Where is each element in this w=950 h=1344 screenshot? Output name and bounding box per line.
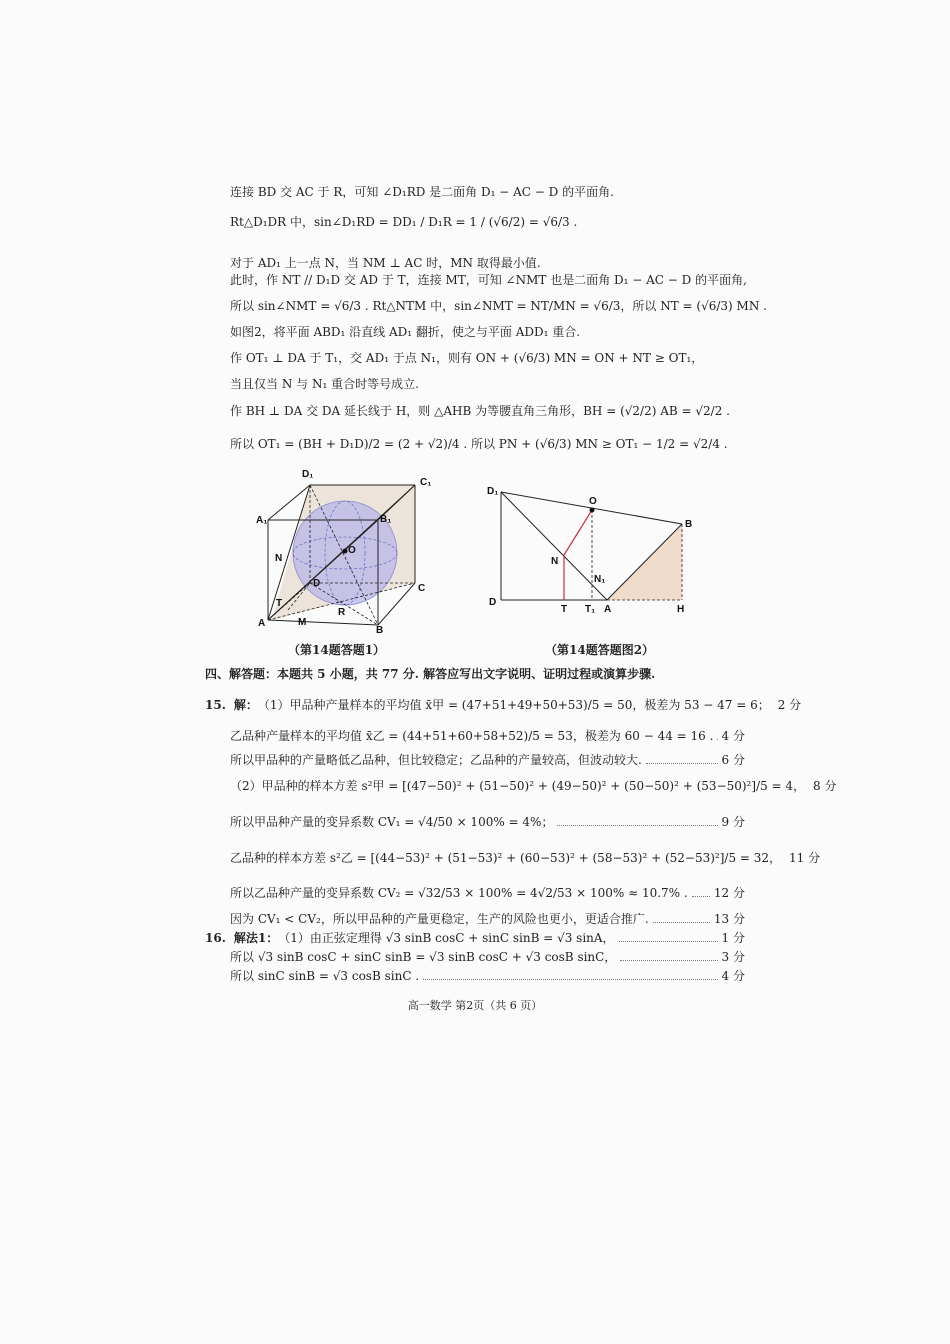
page-footer: 高一数学 第2页（共 6 页） <box>407 999 543 1012</box>
q16-number: 16. <box>205 931 226 945</box>
dot-leader <box>619 941 718 942</box>
q15-row-2-score: 4 分 <box>721 729 745 743</box>
fig2-label-t: T <box>561 604 568 615</box>
q15-row-1 <box>205 697 802 713</box>
fig1-label-o: O <box>348 545 356 556</box>
solution-line-9: 作 BH ⊥ DA 交 DA 延长线于 H，则 △AHB 为等腰直角三角形，BH = (√2/2) AB = √2/2 . <box>230 404 730 418</box>
section-heading: 四、解答题：本题共 5 小题，共 77 分. 解答应写出文字说明、证明过程或演算步骤. <box>205 667 656 681</box>
q15-row-7-score: 12 分 <box>713 886 745 900</box>
q15-heading: 解： <box>233 698 258 712</box>
solution-line-2: Rt△D₁DR 中，sin∠D₁RD = DD₁ / D₁R = 1 / (√6/2) = √6/3 . <box>230 215 578 229</box>
dot-leader <box>646 763 718 764</box>
q15-row-3-text: 所以甲品种的产量略低乙品种，但比较稳定；乙品种的产量较高，但波动较大. <box>230 753 642 767</box>
q15-row-6-score: 11 分 <box>789 851 821 865</box>
q15-row-2 <box>205 728 745 744</box>
fig1-label-a1: A₁ <box>256 515 268 526</box>
fig1-label-b: B <box>376 625 384 635</box>
q16-heading: 解法1： <box>233 931 279 945</box>
q15-row-3 <box>205 752 745 768</box>
fig2-label-d: D <box>489 597 497 608</box>
q15-row-7-text: 所以乙品种产量的变异系数 CV₂ = √32/53 × 100% = 4√2/53 × 100% ≈ 10.7% . <box>230 886 688 900</box>
figure-1-cube <box>250 465 450 635</box>
fig1-label-d1: D₁ <box>302 469 314 480</box>
q15-row-5-text: 所以甲品种产量的变异系数 CV₁ = √4/50 × 100% = 4%； <box>230 815 554 829</box>
q15-row-7 <box>205 885 745 901</box>
fig2-label-d1: D₁ <box>487 486 499 497</box>
solution-line-1: 连接 BD 交 AC 于 R，可知 ∠D₁RD 是二面角 D₁ − AC − D 的平面角. <box>230 185 614 199</box>
q16-row-1-score: 1 分 <box>721 931 745 945</box>
solution-line-6: 如图2，将平面 ABD₁ 沿直线 AD₁ 翻折，使之与平面 ADD₁ 重合. <box>230 325 581 339</box>
q16-row-2 <box>205 949 745 965</box>
solution-line-10: 所以 OT₁ = (BH + D₁D)/2 = (2 + √2)/4 . 所以 PN + (√6/3) MN ≥ OT₁ − 1/2 = √2/4 . <box>230 437 728 451</box>
fig1-label-d: D <box>313 578 321 589</box>
q15-row-8-score: 13 分 <box>713 912 745 926</box>
figure-2-fold <box>485 480 700 615</box>
q16-row-3-score: 4 分 <box>721 969 745 983</box>
fig2-label-b: B <box>685 519 693 530</box>
q15-row-3-score: 6 分 <box>721 753 745 767</box>
solution-line-4: 此时，作 NT // D₁D 交 AD 于 T，连接 MT，可知 ∠NMT 也是二面角 D₁ − AC − D 的平面角, <box>230 273 747 287</box>
fig1-label-c: C <box>418 583 426 594</box>
figure-1-caption: （第14题答题1） <box>288 643 386 657</box>
dot-leader <box>557 825 717 826</box>
fig1-label-a: A <box>258 618 266 629</box>
fig2-label-o: O <box>589 496 597 507</box>
dot-leader <box>423 979 717 980</box>
q16-row-2-score: 3 分 <box>721 950 745 964</box>
solution-line-7: 作 OT₁ ⊥ DA 于 T₁，交 AD₁ 于点 N₁，则有 ON + (√6/3) MN = ON + NT ≥ OT₁， <box>230 351 704 365</box>
q16-row-3 <box>205 968 745 984</box>
fig2-label-t1: T₁ <box>585 604 596 615</box>
solution-line-5: 所以 sin∠NMT = √6/3 . Rt△NTM 中，sin∠NMT = NT/MN = √6/3，所以 NT = (√6/3) MN . <box>230 299 767 313</box>
q15-row-4-score: 8 分 <box>813 779 837 793</box>
fig2-label-n1: N₁ <box>594 574 606 585</box>
dot-leader <box>653 922 710 923</box>
q15-row-5-score: 9 分 <box>721 815 745 829</box>
q15-row-2-text: 乙品种产量样本的平均值 x̄乙 = (44+51+60+58+52)/5 = 53，极差为 60 − 44 = 16 . <box>230 729 714 743</box>
fig1-label-m: M <box>298 617 307 628</box>
q15-number: 15. <box>205 698 226 712</box>
fig1-label-t: T <box>276 598 283 609</box>
q15-row-1-score: 2 分 <box>777 698 802 712</box>
q16-row-1-text: （1）由正弦定理得 √3 sinB cosC + sinC sinB = √3 sinA， <box>278 931 615 945</box>
dot-leader <box>692 896 710 897</box>
fig2-label-h: H <box>677 604 685 615</box>
q15-row-8 <box>205 911 745 927</box>
q16-row-1 <box>205 930 745 946</box>
solution-line-8: 当且仅当 N 与 N₁ 重合时等号成立. <box>230 377 419 391</box>
q15-row-6-text: 乙品种的样本方差 s²乙 = [(44−53)² + (51−53)² + (60−53)² + (58−53)² + (52−53)²]/5 = 32， <box>230 851 782 865</box>
fig1-label-b1: B₁ <box>380 514 392 525</box>
fig2-label-a: A <box>604 604 612 615</box>
fig1-label-r: R <box>338 607 346 618</box>
q16-row-2-text: 所以 √3 sinB cosC + sinC sinB = √3 sinB cosC + √3 cosB sinC， <box>230 950 617 964</box>
fig2-label-n: N <box>551 556 559 567</box>
dot-leader <box>620 960 717 961</box>
q16-row-3-text: 所以 sinC sinB = √3 cosB sinC . <box>230 969 420 983</box>
fig1-label-c1: C₁ <box>420 477 432 488</box>
figure-2-caption: （第14题答题图2） <box>545 643 655 657</box>
solution-line-3: 对于 AD₁ 上一点 N，当 NM ⊥ AC 时，MN 取得最小值. <box>230 256 541 270</box>
fig1-label-n: N <box>275 553 283 564</box>
q15-row-5 <box>205 814 745 830</box>
q15-row-8-text: 因为 CV₁ < CV₂，所以甲品种的产量更稳定，生产的风险也更小，更适合推广. <box>230 912 649 926</box>
q15-row-1-text: （1）甲品种产量样本的平均值 x̄甲 = (47+51+49+50+53)/5 = 50，极差为 53 − 47 = 6； <box>257 698 770 712</box>
q15-row-4 <box>205 778 837 794</box>
q15-row-4-text: （2）甲品种的样本方差 s²甲 = [(47−50)² + (51−50)² + (49−50)² + (50−50)² + (53−50)²]/5 = 4， <box>230 779 806 793</box>
q15-row-6 <box>205 850 821 866</box>
